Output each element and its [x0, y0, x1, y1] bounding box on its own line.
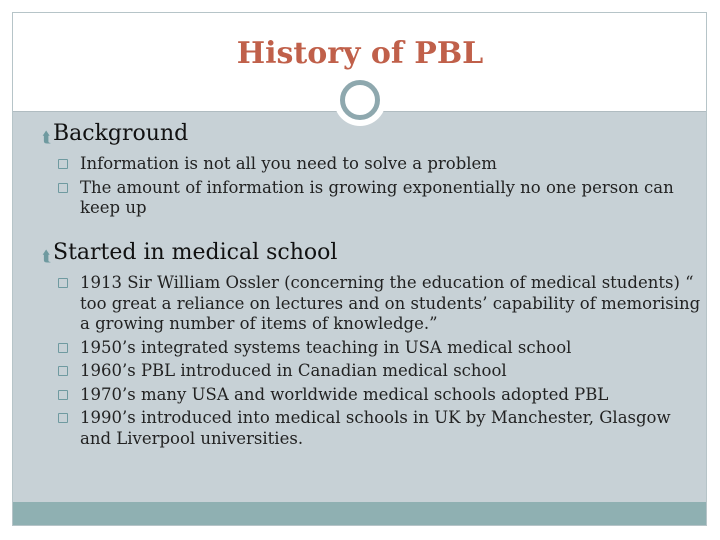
- section-started-in-medical-school: [20, 240, 702, 452]
- list-item: [54, 385, 702, 406]
- double-arrow-bullet-icon: ⮬: [42, 128, 51, 146]
- bullet-list: [20, 273, 702, 449]
- ring-icon: [340, 80, 380, 120]
- section-heading-row: [20, 121, 702, 150]
- section-heading: Background: [53, 121, 189, 146]
- slide-title: History of PBL: [236, 36, 484, 71]
- square-bullet-icon: [58, 278, 68, 288]
- section-heading: Started in medical school: [53, 240, 338, 265]
- list-item-text: 1913 Sir William Ossler (concerning the education of medical students) “ too great a reliance on lectures and on students’ capability of memorising a growing number of items of knowledge.”: [80, 273, 701, 333]
- list-item-text: Information is not all you need to solve a problem: [80, 154, 497, 173]
- list-item-text: 1960’s PBL introduced in Canadian medical school: [80, 361, 507, 380]
- list-item: [54, 338, 702, 359]
- section-background: [20, 121, 702, 222]
- list-item-text: 1950’s integrated systems teaching in USA medical school: [80, 337, 572, 357]
- list-item: [54, 361, 702, 382]
- footer-bar: [13, 502, 706, 525]
- list-item-text: 1970’s many USA and worldwide medical schools adopted PBL: [80, 384, 609, 404]
- square-bullet-icon: [58, 183, 68, 193]
- square-bullet-icon: [58, 159, 68, 169]
- square-bullet-icon: [58, 343, 68, 353]
- square-bullet-icon: [58, 366, 68, 376]
- list-item: [54, 154, 702, 175]
- list-item: [54, 273, 702, 335]
- section-heading-row: [20, 240, 702, 269]
- list-item-text: 1990’s introduced into medical schools in UK by Manchester, Glasgow and Liverpool universities.: [80, 408, 671, 448]
- list-item: [54, 408, 702, 449]
- double-arrow-bullet-icon: ⮬: [42, 247, 51, 265]
- square-bullet-icon: [58, 413, 68, 423]
- square-bullet-icon: [58, 390, 68, 400]
- list-item-text: The amount of information is growing exponentially no one person can keep up: [80, 177, 674, 217]
- bullet-list: [20, 154, 702, 219]
- list-item: [54, 178, 702, 219]
